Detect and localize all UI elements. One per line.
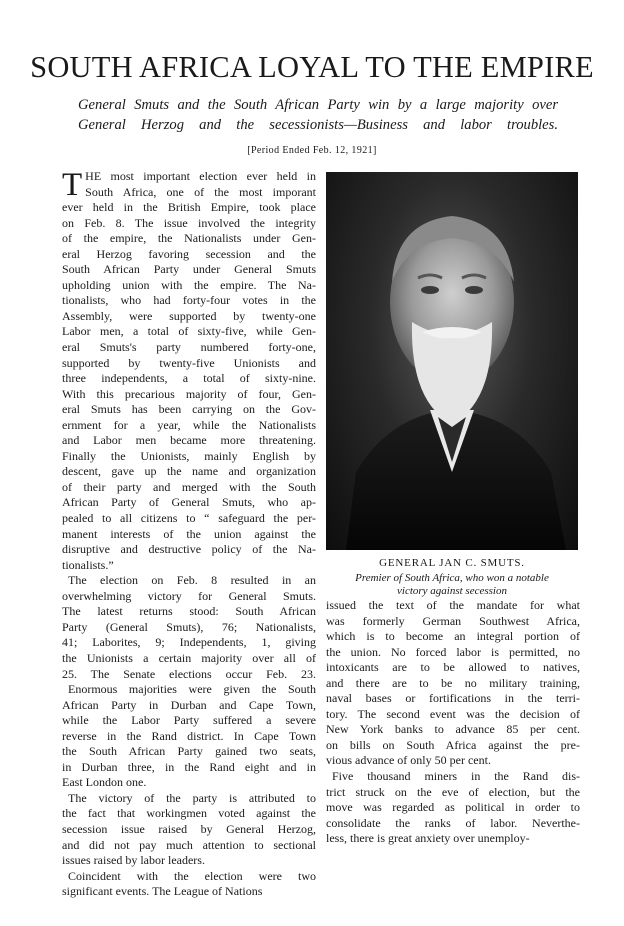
text-line: Coincident with the election were two [68,868,316,883]
text-line: Five thousand miners in the Rand dis- [332,769,580,784]
text-line: pealed to all citizens to “ safeguard the per- [62,511,316,526]
subhead [78,95,558,135]
text-line: 25. The Senate elections occur Feb. 23. [62,666,316,681]
text-line: 41; Laborites, 9; Independents, 1, giving [62,635,316,650]
text-line: Assembly, were supported by twenty-one [62,308,316,323]
text-line: reverse in the Rand district. In Cape Town [62,728,316,743]
text-line: of their party and merged with the South [62,479,316,494]
text-line: eral Smuts's party numbered forty-one, [62,340,316,355]
text-line: eral Smuts has been carrying on the Gov- [62,402,316,417]
text-line: The victory of the party is attributed to [68,790,316,805]
text-line: African Party in Durban and Cape Town, [62,697,316,712]
period-dateline: [Period Ended Feb. 12, 1921] [247,145,377,156]
text-line: which is to become an integral portion of [326,629,580,644]
text-line: and Labor men became more threatening. [62,433,316,448]
caption-description [326,572,578,598]
text-line: Finally the Unionists, mainly English by [62,448,316,463]
caption-title: GENERAL JAN C. SMUTS. [379,557,525,569]
portrait-photo [326,172,578,550]
text-line: issued the text of the mandate for what [326,598,580,612]
text-line: on Feb. 8. The issue involved the integrity [62,215,316,230]
text-line: naval bases or fortifications in the terri- [326,691,580,706]
text-line: trict struck on the eve of election, but the [326,784,580,799]
text-line: Enormous majorities were given the South [68,682,316,697]
text-line: South African Party under General Smuts [62,262,316,277]
text-line: The election on Feb. 8 resulted in an [68,573,316,588]
text-line: tory. The second event was the decision of [326,706,580,721]
text-line: tionalists, who had forty-four votes in the [62,293,316,308]
text-line: move was regarded as political in order to [326,800,580,815]
text-line: tionalists.” [62,557,114,572]
text-line: manent interests of the union against the [62,526,316,541]
text-line: and did not pay much attention to sectional [62,837,316,852]
text-line: the fact that workingmen voted against the [62,806,316,821]
text-line: supported by twenty-five Unionists and [62,355,316,370]
subhead-line: General Smuts and the South African Party win by a large majority over [78,97,558,113]
text-line: and there are to be no military training, [326,675,580,690]
text-line: intoxicants are to be allowed to natives, [326,660,580,675]
text-line: consolidate the ranks of labor. Neverthe- [326,815,580,830]
portrait-illustration [326,172,578,550]
caption-line: victory against secession [397,585,507,597]
headline: SOUTH AFRICA LOYAL TO THE EMPIRE [30,50,594,84]
text-line: South Africa, one of the most imporant [85,184,316,199]
text-line: descent, gave up the name and organization [62,464,316,479]
text-line: eral Herzog favoring secession and the [62,246,316,261]
text-line: vious advance of only 50 per cent. [326,753,491,768]
text-line: the union. No forced labor is permitted, no [326,644,580,659]
text-line: disruptive and destructive policy of the Na- [62,542,316,557]
text-line: issues raised by labor leaders. [62,853,205,868]
text-line: was formerly German Southwest Africa, [326,613,580,628]
drop-cap: T [62,167,83,203]
text-line: the Unionists a certain majority over all of [62,650,316,665]
text-line: on bills on South Africa against the pre- [326,737,580,752]
text-line: African Party of General Smuts, who ap- [62,495,316,510]
text-line: the South African Party gained two seats, [62,744,316,759]
text-line: East London one. [62,775,147,790]
subhead-line: General Herzog and the secessionists—Business and labor troubles. [78,117,558,133]
text-line: Party (General Smuts), 76; Nationalists, [62,619,316,634]
text-line: upholding union with the empire. The Na- [62,277,316,292]
text-line: while the Labor Party suffered a severe [62,713,316,728]
text-line: ernment for a year, while the Nationalists [62,417,316,432]
text-line: significant events. The League of Nations [62,884,263,899]
text-line: Labor men, a total of sixty-five, while Gen- [62,324,316,339]
text-line: overwhelming victory for General Smuts. [62,588,316,603]
text-line: secession issue raised by General Herzog, [62,821,316,836]
text-line: ever held in the British Empire, took place [62,200,316,215]
text-line: The latest returns stood: South African [62,604,316,619]
caption-line: Premier of South Africa, who won a notable [355,572,549,584]
text-line: With this precarious majority of four, Gen- [62,386,316,401]
text-line: less, there is great anxiety over unemploy- [326,831,530,846]
article-column-left [62,169,316,900]
text-line: New York banks to advance 85 per cent. [326,722,580,737]
text-line: HE most important election ever held in [85,169,316,183]
text-line: in Durban three, in the Rand eight and in [62,759,316,774]
article-column-right [326,598,580,847]
text-line: of the empire, the Nationalists under Gen- [62,231,316,246]
text-line: three independents, a total of sixty-nine. [62,371,316,386]
